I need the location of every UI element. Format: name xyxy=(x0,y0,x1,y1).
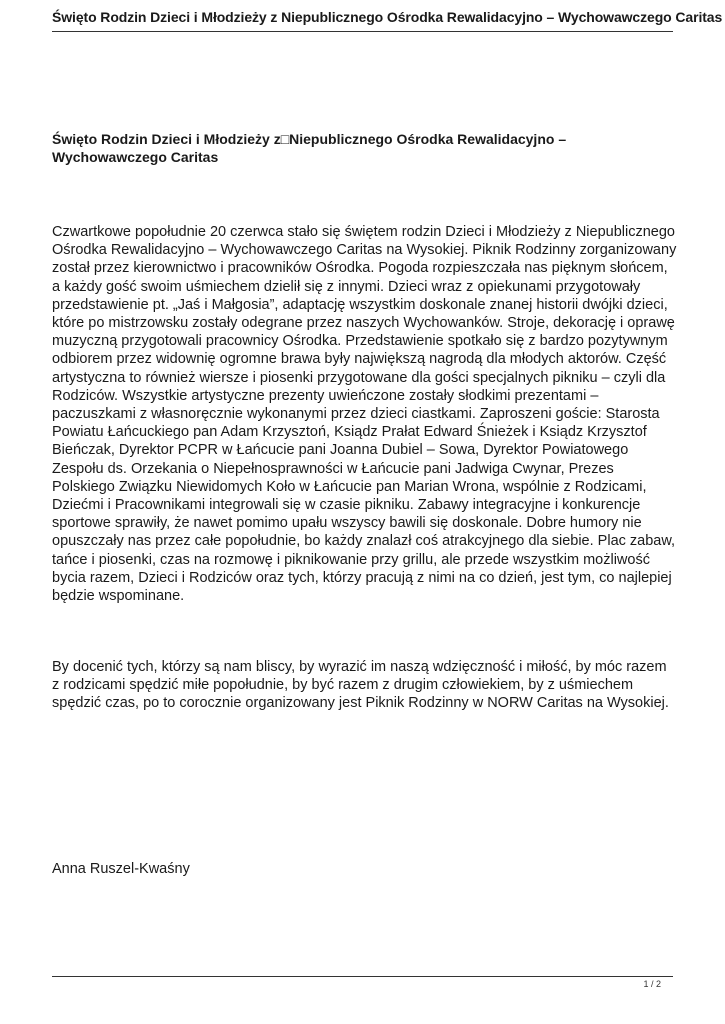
running-header-title: Święto Rodzin Dzieci i Młodzieży z Niepublicznego Ośrodka Rewalidacyjno – Wychowawczego Caritas xyxy=(52,9,723,25)
article-author: Anna Ruszel-Kwaśny xyxy=(52,861,190,877)
article-title: Święto Rodzin Dzieci i Młodzieży z□Niepublicznego Ośrodka Rewalidacyjno – Wychowawczego Caritas xyxy=(52,131,567,165)
article-paragraph-1: Czwartkowe popołudnie 20 czerwca stało się świętem rodzin Dzieci i Młodzieży z Niepublicznego Ośrodka Rewalidacyjno – Wychowawczego Caritas na Wysokiej. Piknik Rodzinny zorganizowany został przez kierownictwo i pracowników Ośrodka. Pogoda rozpieszczała nas pięknym słońcem, a każdy gość swoim uśmiechem dzielił się z innymi. Dzieci wraz z opiekunami przygotowały przedstawienie pt. „Jaś i Małgosia”, adaptację wszystkim doskonale znanej historii dwójki dzieci, które po mistrzowsku zostały odegrane przez naszych Wychowanków. Stroje, dekorację i oprawę muzyczną przygotowali pracownicy Ośrodka. Przedstawienie spotkało się z bardzo pozytywnym odbiorem przez widownię ogromne brawa były największą nagrodą dla młodych aktorów. Część artystyczna to również wiersze i piosenki przygotowane dla gości specjalnych pikniku – czyli dla Rodziców. Wszystkie artystyczne prezenty uwieńczone zostały słodkimi prezentami – paczuszkami z własnoręcznie wykonanymi przez dzieci ciastkami. Zaproszeni goście: Starosta Powiatu Łańcuckiego pan Adam Krzysztoń, Ksiądz Prałat Edward Śnieżek i Ksiądz Krzysztof Bieńczak, Dyrektor PCPR w Łańcucie pani Joanna Dubiel – Sowa, Dyrektor Powiatowego Zespołu ds. Orzekania o Niepełnosprawności w Łańcucie pani Jadwiga Cwynar, Prezes Polskiego Związku Niewidomych Koło w Łańcucie pan Marian Wrona, wspólnie z Rodzicami, Dziećmi i Pracownikami integrowali się w czasie pikniku. Zabawy integracyjne i konkurencje sportowe sprawiły, że nawet pomimo upału wszyscy bawili się doskonale. Dobre humory nie opuszczały nas przez całe popołudnie, bo każdy znalazł coś atrakcyjnego dla siebie. Plac zabaw, tańce i piosenki, czas na rozmowę i piknikowanie przy grillu, ale przede wszystkim możliwość bycia razem, Dzieci i Rodziców oraz tych, którzy pracują z nimi na co dzień, jest tym, co najlepiej będzie wspominane. xyxy=(52,224,677,605)
article-paragraph-2: By docenić tych, którzy są nam bliscy, by wyrazić im naszą wdzięczność i miłość, by móc razem z rodzicami spędzić miłe popołudnie, by być razem z drugim człowiekiem, by z uśmiechem spędzić czas, po to corocznie organizowany jest Piknik Rodzinny w NORW Caritas na Wysokiej. xyxy=(52,659,669,712)
header-divider xyxy=(52,31,673,32)
footer-divider xyxy=(52,976,673,977)
page-number: 1 / 2 xyxy=(643,979,661,989)
